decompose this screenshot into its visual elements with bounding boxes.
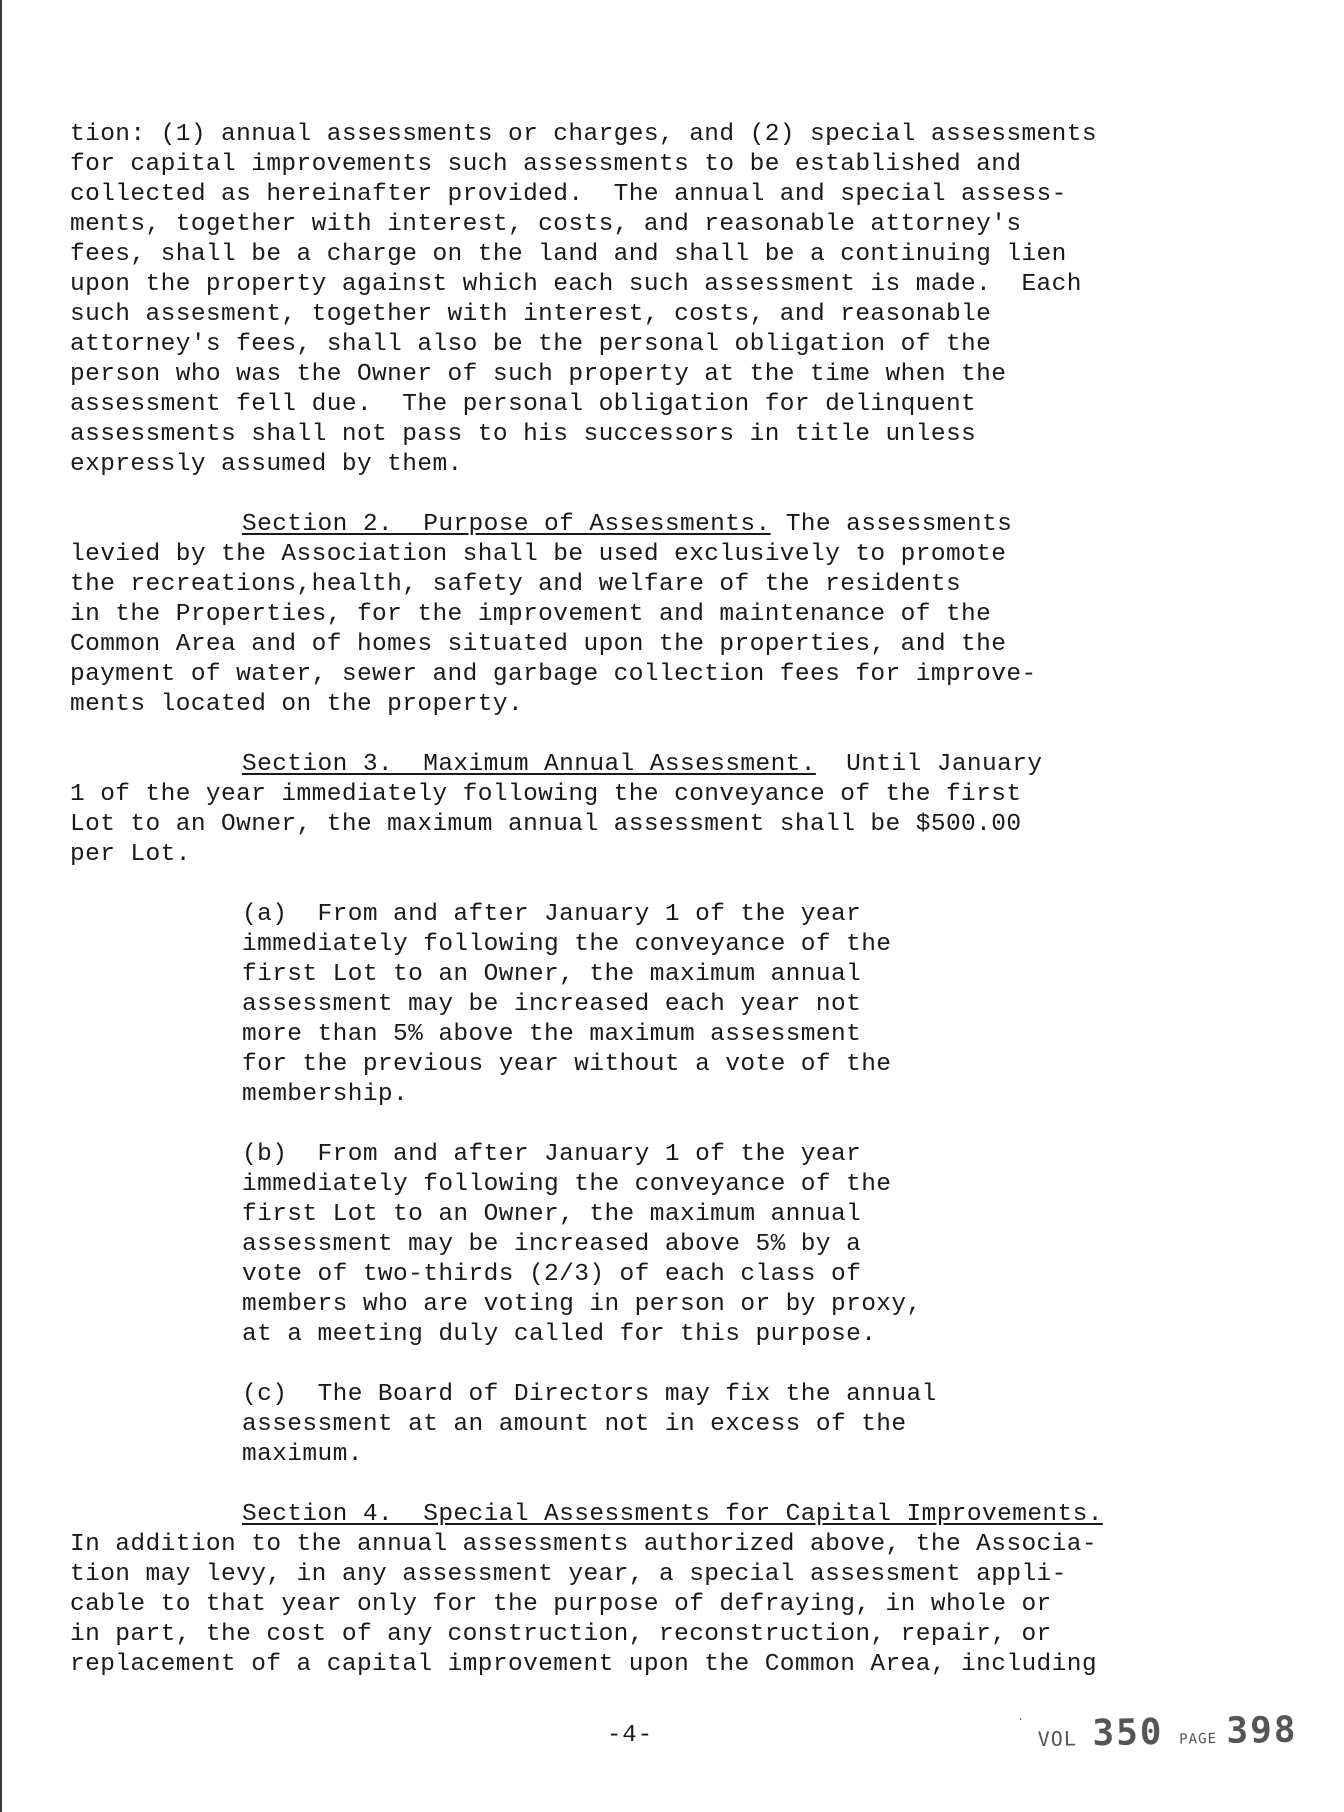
page-reference-number: 398 — [1226, 1709, 1298, 1752]
text-line: levied by the Association shall be used exclusively to promote — [70, 541, 1007, 568]
stamp-mark: · — [1017, 1714, 1024, 1726]
text-line: immediately following the conveyance of the — [242, 931, 892, 958]
text-line: upon the property against which each such assessment is made. Each — [70, 271, 1082, 298]
text-line: fees, shall be a charge on the land and shall be a continuing lien — [70, 241, 1067, 268]
text-line: assessment fell due. The personal obligation for delinquent — [70, 391, 977, 418]
text-line: maximum. — [242, 1441, 363, 1468]
text-line: Until January — [815, 751, 1043, 778]
text-line: Common Area and of homes situated upon the properties, and the — [70, 631, 1007, 658]
text-line: assessment at an amount not in excess of the — [242, 1411, 907, 1438]
page-number: -4- — [606, 1722, 654, 1749]
subsection-c — [242, 1380, 1290, 1470]
section-2-heading: Section 2. Purpose of Assessments. — [242, 511, 771, 538]
text-line: assessment may be increased above 5% by a — [242, 1231, 862, 1258]
section-2-first-line — [70, 510, 1290, 540]
text-line: first Lot to an Owner, the maximum annual — [242, 961, 862, 988]
page-label: PAGE — [1179, 1730, 1218, 1748]
section-4-first-line — [70, 1500, 1290, 1530]
text-line: Lot to an Owner, the maximum annual assessment shall be $500.00 — [70, 811, 1022, 838]
text-line: for capital improvements such assessments to be established and — [70, 151, 1022, 178]
text-line: immediately following the conveyance of the — [242, 1171, 892, 1198]
text-line: collected as hereinafter provided. The annual and special assess- — [70, 181, 1067, 208]
paragraph-continuation — [70, 120, 1290, 480]
text-line: assessments shall not pass to his successors in title unless — [70, 421, 977, 448]
text-line: for the previous year without a vote of the — [242, 1051, 892, 1078]
text-line: The assessments — [770, 511, 1013, 538]
volume-label: VOL — [1037, 1726, 1078, 1752]
text-line: first Lot to an Owner, the maximum annual — [242, 1201, 862, 1228]
text-line: assessment may be increased each year not — [242, 991, 862, 1018]
text-line: such assesment, together with interest, costs, and reasonable — [70, 301, 992, 328]
text-line: attorney's fees, shall also be the personal obligation of the — [70, 331, 992, 358]
text-line: at a meeting duly called for this purpose. — [242, 1321, 877, 1348]
text-line: vote of two-thirds (2/3) of each class of — [242, 1261, 862, 1288]
text-line: ments, together with interest, costs, and reasonable attorney's — [70, 211, 1022, 238]
text-line: (a) From and after January 1 of the year — [242, 901, 862, 928]
section-4 — [70, 1500, 1290, 1680]
text-line: tion: (1) annual assessments or charges, and (2) special assessments — [70, 121, 1097, 148]
subsection-b — [242, 1140, 1290, 1350]
text-line: person who was the Owner of such property at the time when the — [70, 361, 1007, 388]
text-line: 1 of the year immediately following the conveyance of the first — [70, 781, 1022, 808]
section-3-heading: Section 3. Maximum Annual Assessment. — [242, 751, 816, 778]
text-line: ments located on the property. — [70, 691, 524, 718]
text-line: (c) The Board of Directors may fix the annual — [242, 1381, 937, 1408]
text-line: payment of water, sewer and garbage collection fees for improve- — [70, 661, 1037, 688]
text-line: in part, the cost of any construction, reconstruction, repair, or — [70, 1621, 1052, 1648]
section-3 — [70, 750, 1290, 1470]
text-line: more than 5% above the maximum assessment — [242, 1021, 862, 1048]
text-line: membership. — [242, 1081, 409, 1108]
text-line: in the Properties, for the improvement and maintenance of the — [70, 601, 992, 628]
text-line: In addition to the annual assessments authorized above, the Associa- — [70, 1531, 1097, 1558]
section-2 — [70, 510, 1290, 720]
text-line: replacement of a capital improvement upon the Common Area, including — [70, 1651, 1097, 1678]
text-line: per Lot. — [70, 841, 191, 868]
subsection-a — [242, 900, 1290, 1110]
section-3-first-line — [70, 750, 1290, 780]
text-line: the recreations,health, safety and welfare of the residents — [70, 571, 962, 598]
text-line: cable to that year only for the purpose of defraying, in whole or — [70, 1591, 1052, 1618]
page-left-edge — [0, 0, 2, 1812]
text-line: (b) From and after January 1 of the year — [242, 1141, 862, 1168]
recording-stamp — [1018, 1710, 1298, 1756]
text-line: expressly assumed by them. — [70, 451, 463, 478]
document-page — [70, 120, 1290, 1680]
volume-number: 350 — [1092, 1711, 1164, 1755]
text-line: members who are voting in person or by proxy, — [242, 1291, 922, 1318]
text-line: tion may levy, in any assessment year, a special assessment appli- — [70, 1561, 1067, 1588]
section-4-heading: Section 4. Special Assessments for Capital Improvements. — [242, 1501, 1103, 1528]
